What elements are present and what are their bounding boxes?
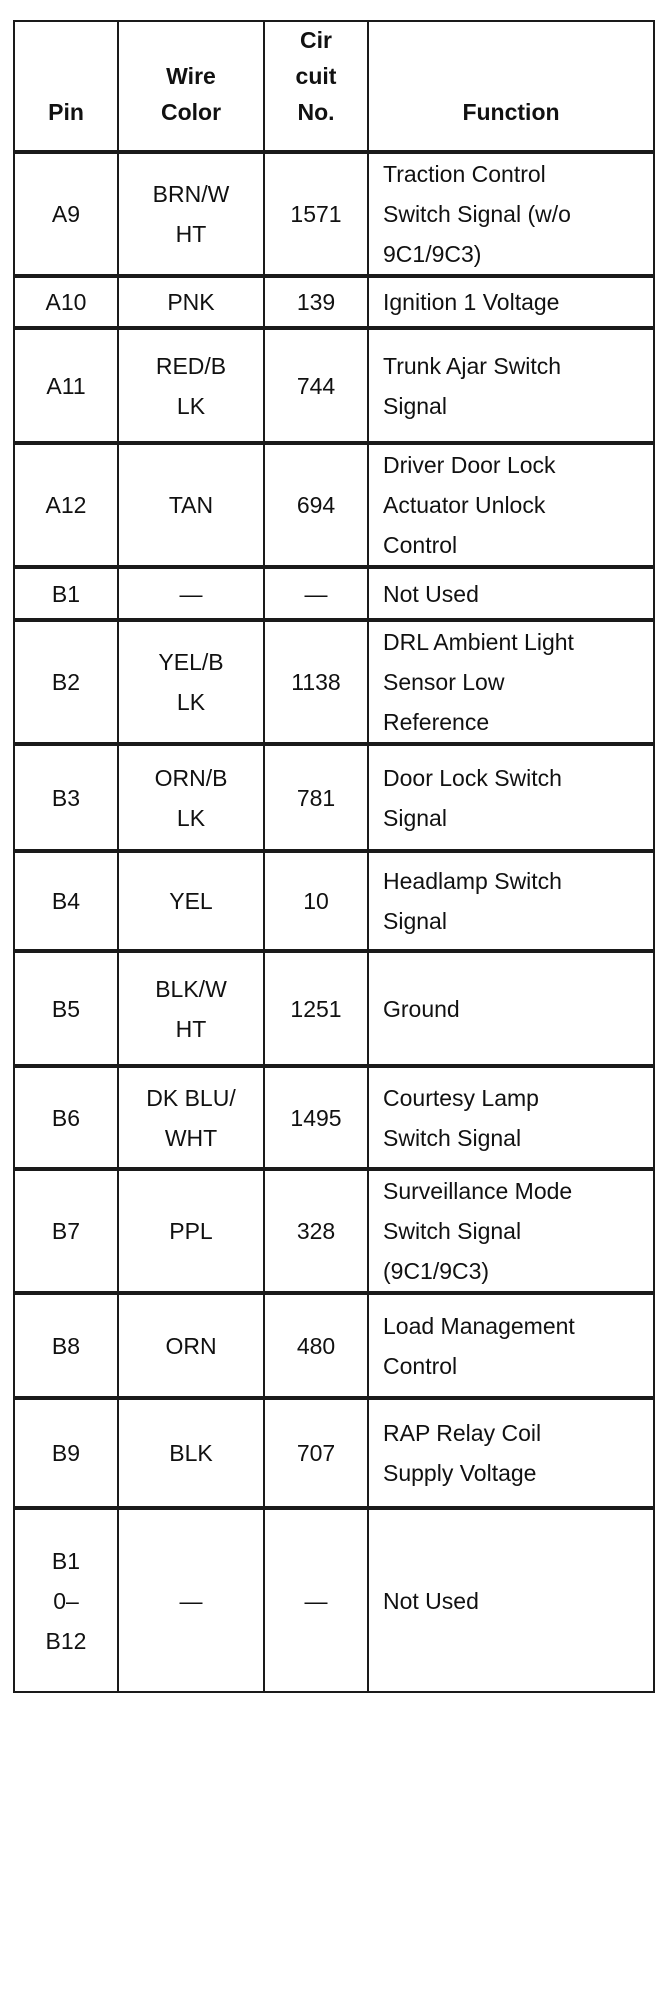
pin-cell: B2: [14, 620, 118, 744]
circuit-cell: 1571: [264, 152, 368, 276]
function-cell: Surveillance Mode Switch Signal (9C1/9C3): [368, 1169, 654, 1293]
circuit-cell: —: [264, 567, 368, 620]
wire-color-cell: PPL: [118, 1169, 264, 1293]
function-cell: Not Used: [368, 1508, 654, 1692]
function-cell: Not Used: [368, 567, 654, 620]
table-row: [14, 1398, 654, 1508]
circuit-cell: —: [264, 1508, 368, 1692]
pin-cell: B8: [14, 1293, 118, 1398]
circuit-cell: 1251: [264, 951, 368, 1066]
wire-color-cell: PNK: [118, 276, 264, 328]
header-circuit-no: Cir cuit No.: [264, 21, 368, 152]
function-cell: Load Management Control: [368, 1293, 654, 1398]
wire-color-cell: ORN: [118, 1293, 264, 1398]
circuit-cell: 781: [264, 744, 368, 851]
table-row: [14, 276, 654, 328]
table-row: [14, 1169, 654, 1293]
function-cell: Ignition 1 Voltage: [368, 276, 654, 328]
pin-cell: B5: [14, 951, 118, 1066]
wire-color-cell: DK BLU/ WHT: [118, 1066, 264, 1169]
wire-color-cell: —: [118, 567, 264, 620]
circuit-cell: 139: [264, 276, 368, 328]
table-row: [14, 951, 654, 1066]
pin-cell: B9: [14, 1398, 118, 1508]
table-row: [14, 567, 654, 620]
table-row: [14, 851, 654, 951]
pin-cell: B1: [14, 567, 118, 620]
table-row: [14, 1066, 654, 1169]
header-wire-color: Wire Color: [118, 21, 264, 152]
function-cell: Driver Door Lock Actuator Unlock Control: [368, 443, 654, 567]
circuit-cell: 1138: [264, 620, 368, 744]
table-header-row: [14, 21, 654, 152]
wire-color-cell: RED/B LK: [118, 328, 264, 443]
pin-cell: A9: [14, 152, 118, 276]
pin-cell: B7: [14, 1169, 118, 1293]
pin-cell: A10: [14, 276, 118, 328]
wire-color-cell: BRN/W HT: [118, 152, 264, 276]
circuit-cell: 694: [264, 443, 368, 567]
circuit-cell: 707: [264, 1398, 368, 1508]
circuit-cell: 480: [264, 1293, 368, 1398]
connector-pin-table: [13, 20, 655, 1693]
header-function: Function: [368, 21, 654, 152]
circuit-cell: 10: [264, 851, 368, 951]
function-cell: DRL Ambient Light Sensor Low Reference: [368, 620, 654, 744]
wire-color-cell: TAN: [118, 443, 264, 567]
header-pin: Pin: [14, 21, 118, 152]
table-row: [14, 1293, 654, 1398]
function-cell: RAP Relay Coil Supply Voltage: [368, 1398, 654, 1508]
function-cell: Traction Control Switch Signal (w/o 9C1/9C3): [368, 152, 654, 276]
pin-cell: B1 0– B12: [14, 1508, 118, 1692]
wire-color-cell: YEL/B LK: [118, 620, 264, 744]
circuit-cell: 328: [264, 1169, 368, 1293]
table-row: [14, 443, 654, 567]
table-row: [14, 152, 654, 276]
function-cell: Headlamp Switch Signal: [368, 851, 654, 951]
wire-color-cell: BLK/W HT: [118, 951, 264, 1066]
pin-cell: A12: [14, 443, 118, 567]
function-cell: Ground: [368, 951, 654, 1066]
wire-color-cell: YEL: [118, 851, 264, 951]
table-row: [14, 620, 654, 744]
table-row: [14, 1508, 654, 1692]
circuit-cell: 744: [264, 328, 368, 443]
wire-color-cell: ORN/B LK: [118, 744, 264, 851]
function-cell: Trunk Ajar Switch Signal: [368, 328, 654, 443]
pin-cell: B3: [14, 744, 118, 851]
pin-cell: A11: [14, 328, 118, 443]
pin-cell: B6: [14, 1066, 118, 1169]
table-row: [14, 744, 654, 851]
wire-color-cell: BLK: [118, 1398, 264, 1508]
wire-color-cell: —: [118, 1508, 264, 1692]
table-row: [14, 328, 654, 443]
function-cell: Courtesy Lamp Switch Signal: [368, 1066, 654, 1169]
pin-cell: B4: [14, 851, 118, 951]
circuit-cell: 1495: [264, 1066, 368, 1169]
function-cell: Door Lock Switch Signal: [368, 744, 654, 851]
